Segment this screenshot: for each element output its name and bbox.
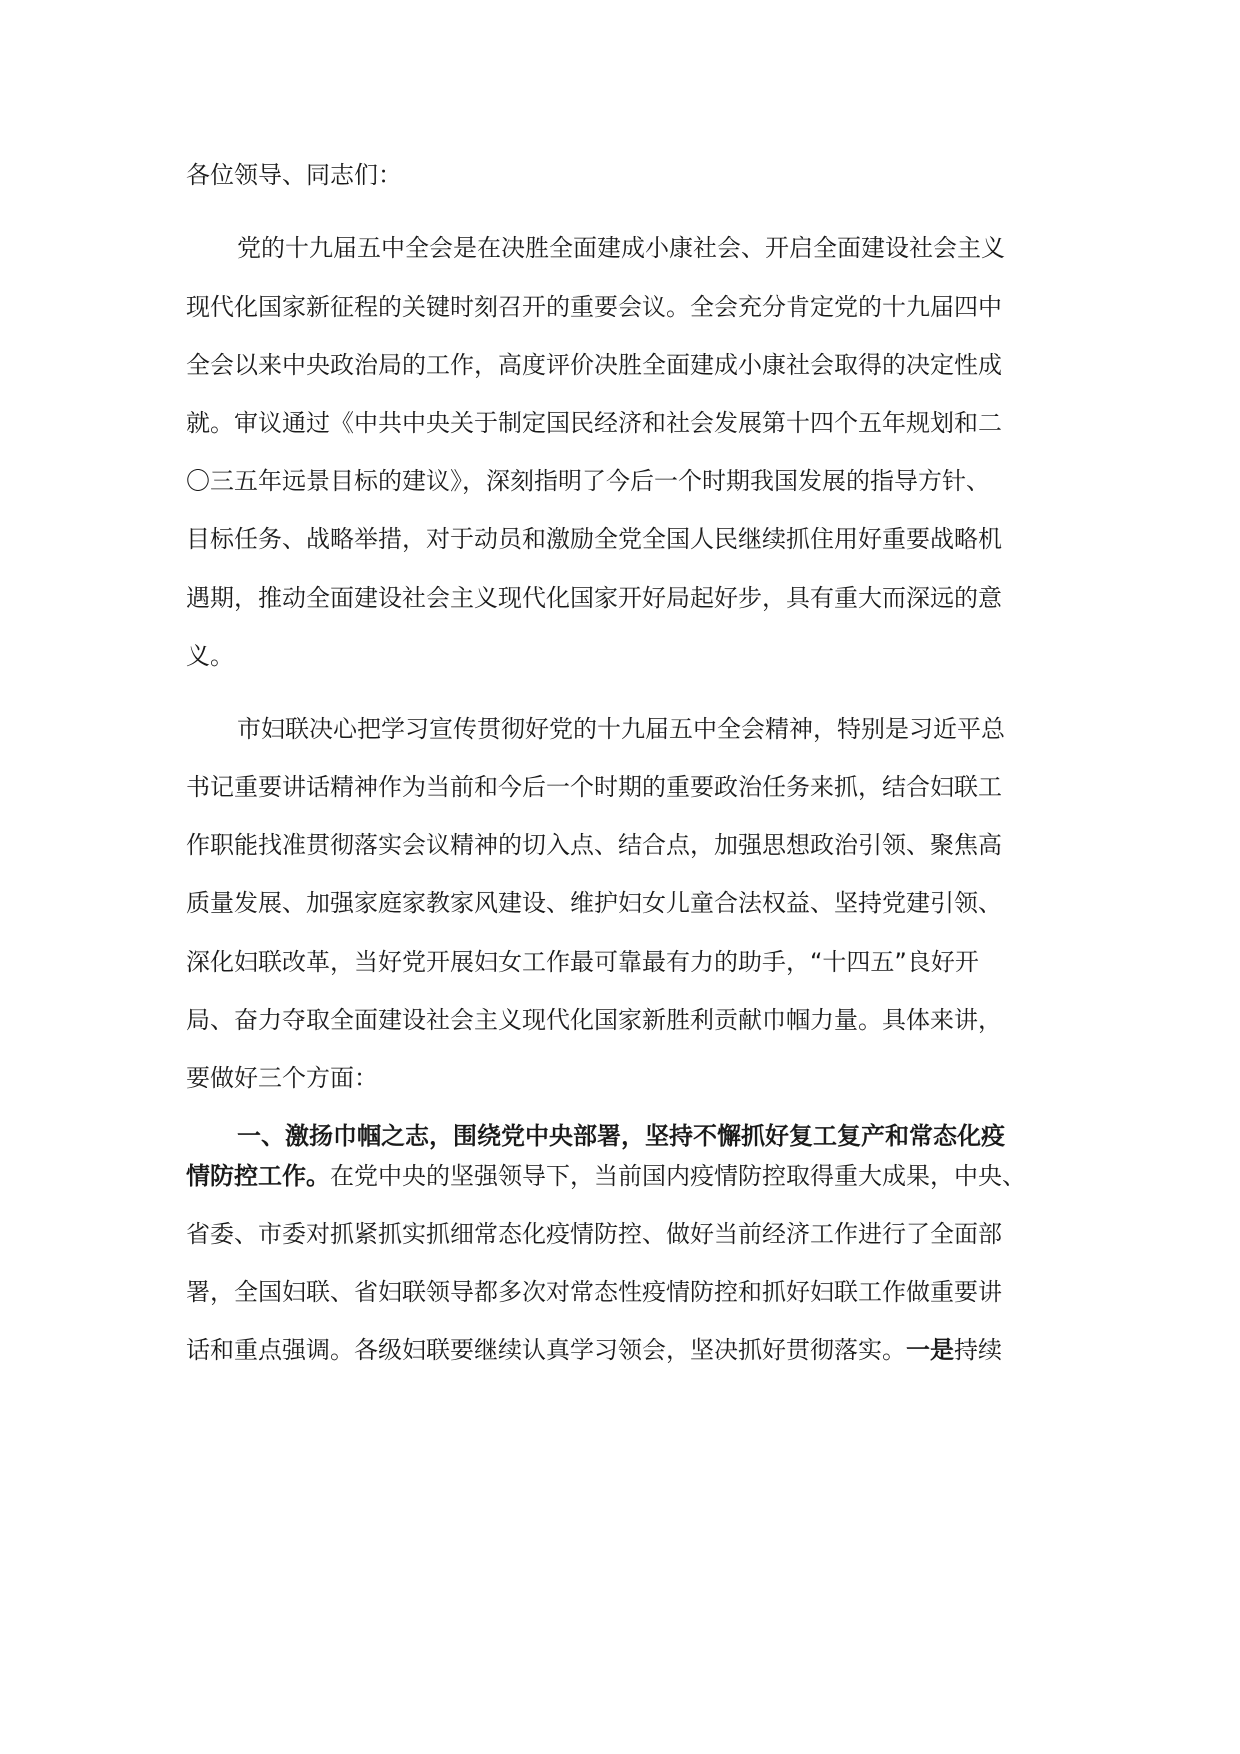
paragraph1-line: 全会以来中央政治局的工作，高度评价决胜全面建成小康社会取得的决定性成 <box>186 351 1002 379</box>
paragraph2-line: 市妇联决心把学习宣传贯彻好党的十九届五中全会精神，特别是习近平总 <box>237 715 1005 743</box>
paragraph2-line: 质量发展、加强家庭家教家风建设、维护妇女儿童合法权益、坚持党建引领、 <box>186 889 1002 917</box>
paragraph2-line: 局、奋力夺取全面建设社会主义现代化国家新胜利贡献巾帼力量。具体来讲， <box>186 1006 1002 1034</box>
salutation: 各位领导、同志们： <box>186 161 402 189</box>
paragraph3-line: 省委、市委对抓紧抓实抓细常态化疫情防控、做好当前经济工作进行了全面部 <box>186 1220 1002 1248</box>
paragraph1-line: 〇三五年远景目标的建议》，深刻指明了今后一个时期我国发展的指导方针、 <box>186 467 990 495</box>
paragraph1-line: 党的十九届五中全会是在决胜全面建成小康社会、开启全面建设社会主义 <box>237 234 1005 262</box>
section-heading-continuation: 情防控工作。 <box>186 1162 330 1190</box>
paragraph1-line: 就。审议通过《中共中央关于制定国民经济和社会发展第十四个五年规划和二 <box>186 409 1002 437</box>
paragraph3-line: 署，全国妇联、省妇联领导都多次对常态性疫情防控和抓好妇联工作做重要讲 <box>186 1278 1002 1306</box>
paragraph3-line <box>186 1334 1002 1366</box>
paragraph2-line: 深化妇联改革，当好党开展妇女工作最可靠最有力的助手，“十四五”良好开 <box>186 948 979 976</box>
section-heading: 一、激扬巾帼之志，围绕党中央部署，坚持不懈抓好复工复产和常态化疫 <box>237 1122 1005 1150</box>
paragraph3-text: 话和重点强调。各级妇联要继续认真学习领会，坚决抓好贯彻落实。 <box>186 1336 906 1364</box>
paragraph1-line: 现代化国家新征程的关键时刻召开的重要会议。全会充分肯定党的十九届四中 <box>186 293 1002 321</box>
paragraph3-text: 持续 <box>954 1336 1002 1364</box>
paragraph3-text: 在党中央的坚强领导下，当前国内疫情防控取得重大成果，中央、 <box>330 1162 1026 1190</box>
paragraph2-line: 要做好三个方面： <box>186 1064 378 1092</box>
paragraph2-line: 书记重要讲话精神作为当前和今后一个时期的重要政治任务来抓，结合妇联工 <box>186 773 1002 801</box>
item-marker: 一是 <box>906 1336 954 1364</box>
paragraph1-line: 义。 <box>186 642 234 670</box>
paragraph3-line <box>186 1160 1026 1192</box>
paragraph1-line: 目标任务、战略举措，对于动员和激励全党全国人民继续抓住用好重要战略机 <box>186 525 1002 553</box>
paragraph1-line: 遇期，推动全面建设社会主义现代化国家开好局起好步，具有重大而深远的意 <box>186 584 1002 612</box>
paragraph2-line: 作职能找准贯彻落实会议精神的切入点、结合点，加强思想政治引领、聚焦高 <box>186 831 1002 859</box>
